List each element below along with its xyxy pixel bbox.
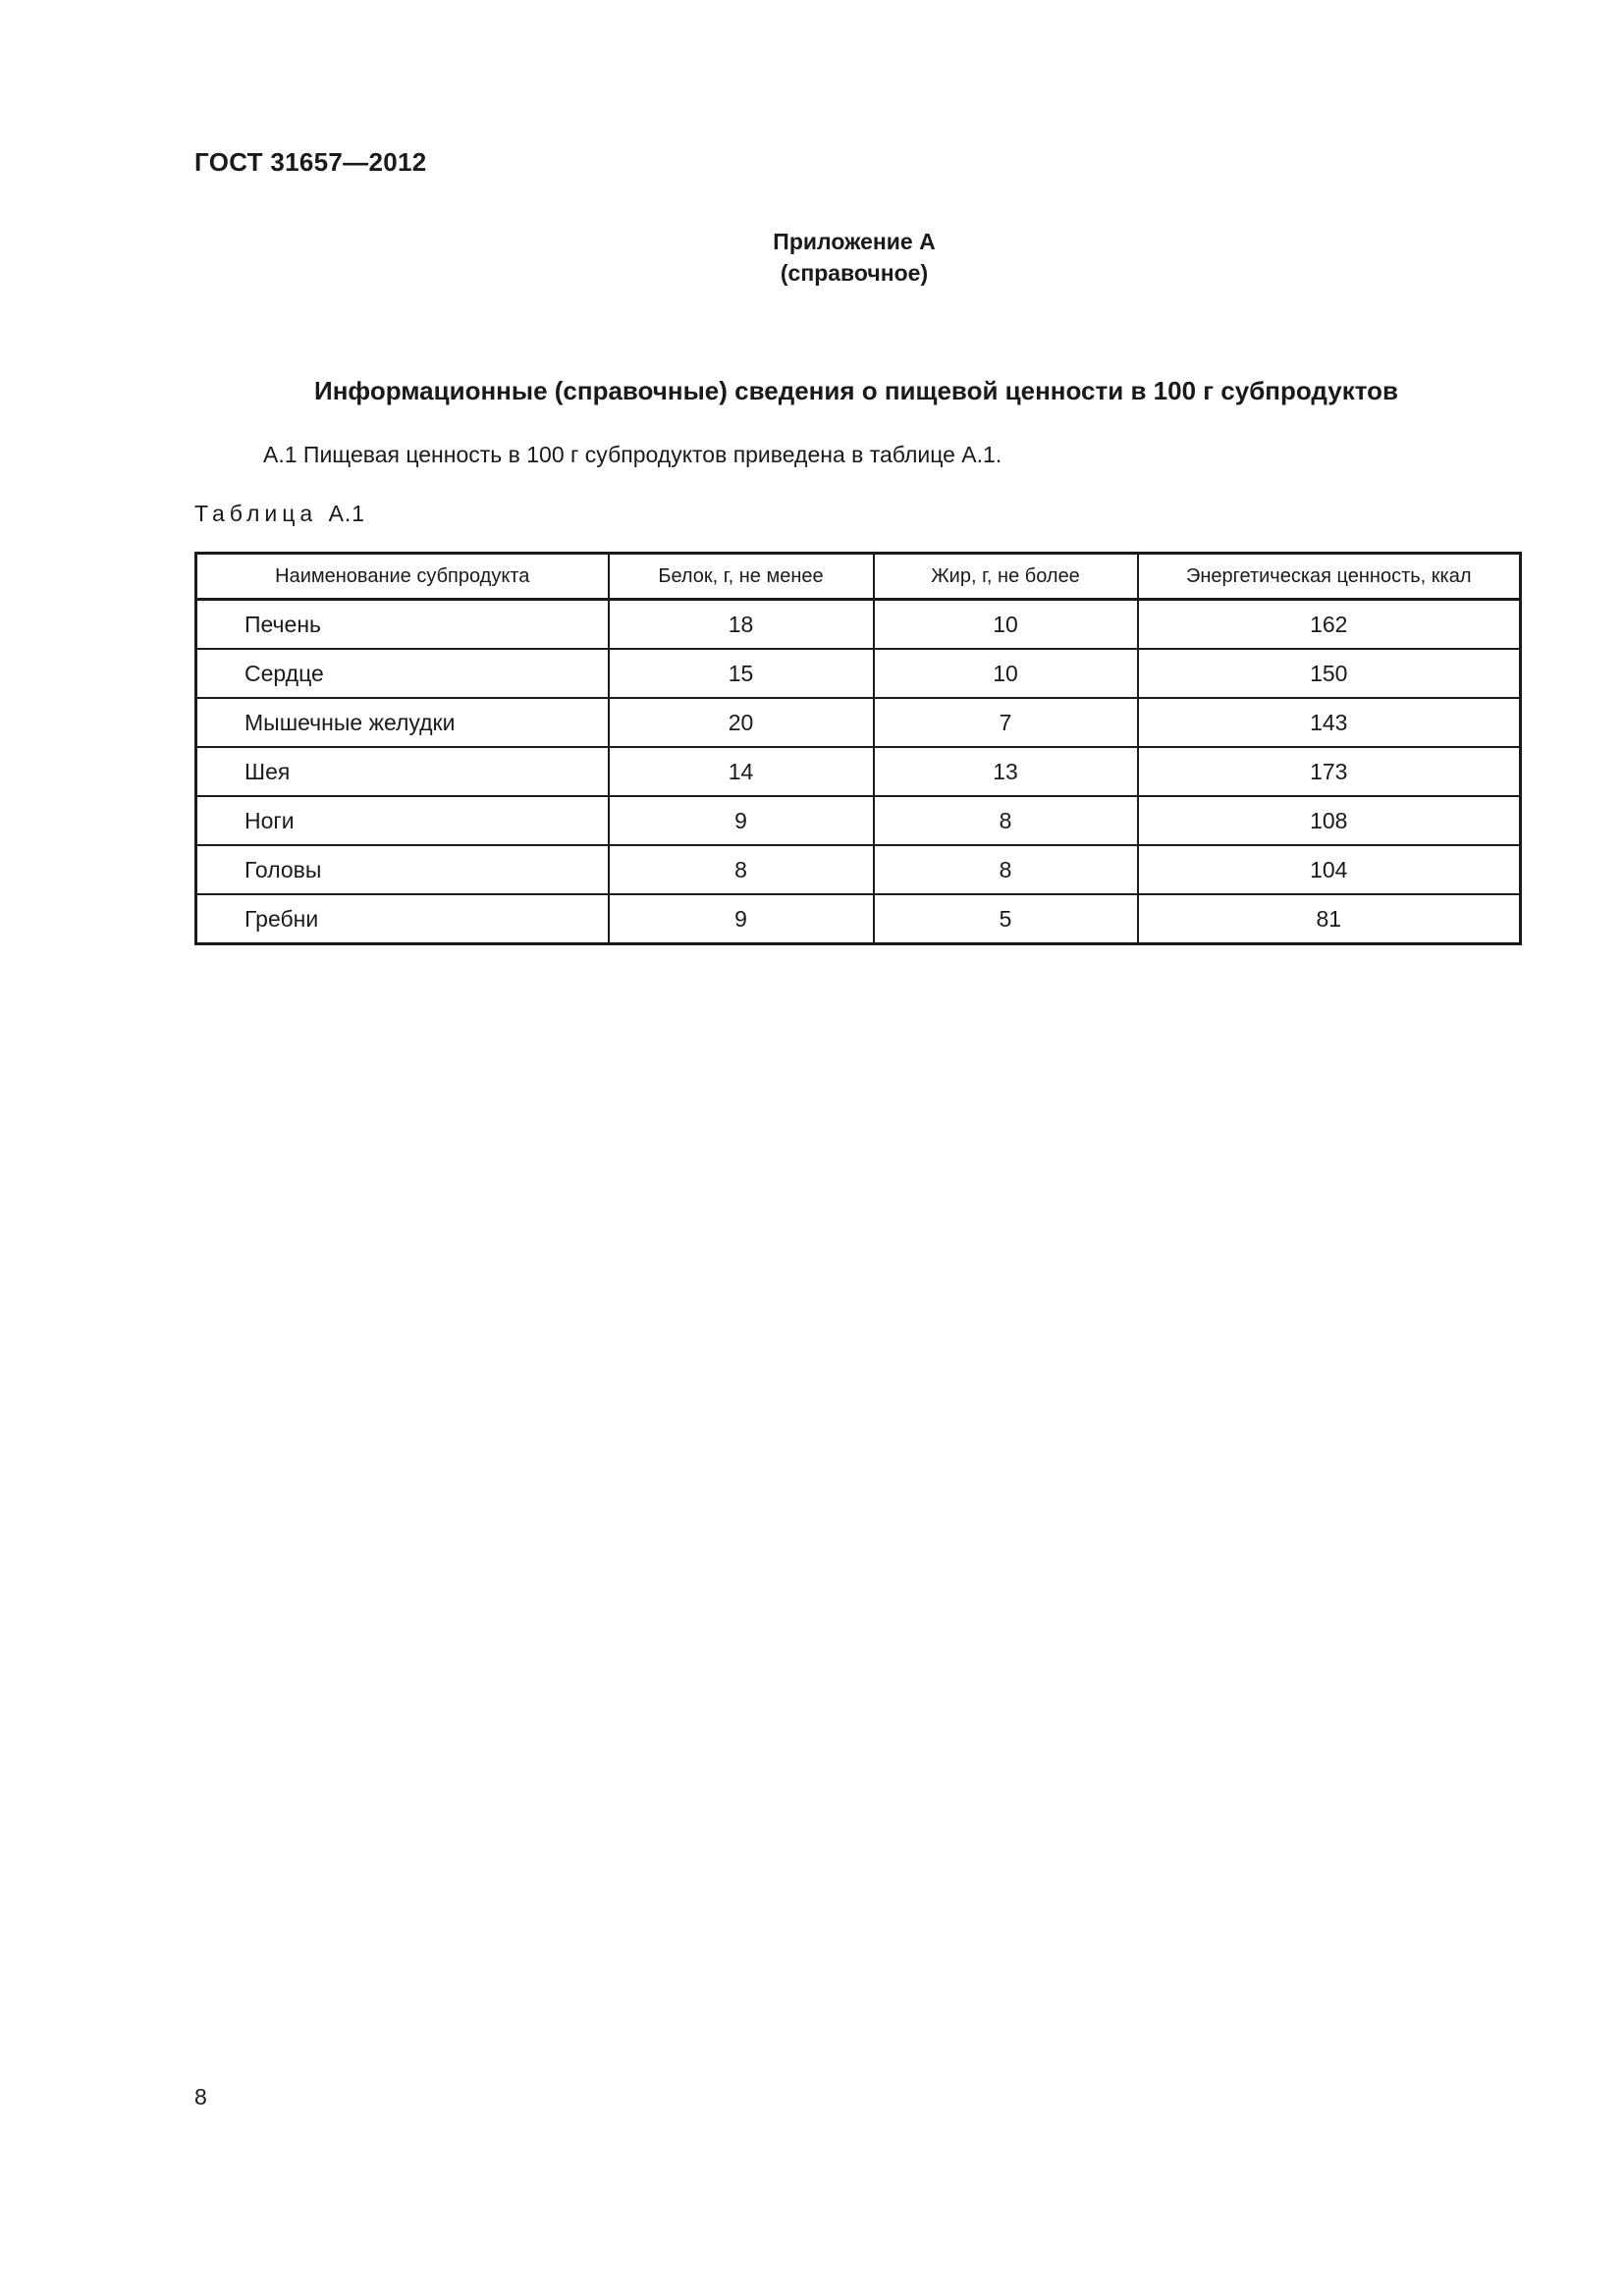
table-label <box>194 501 365 527</box>
cell-name: Головы <box>196 845 609 894</box>
table-label-number: А.1 <box>328 501 366 526</box>
cell-name: Мышечные желудки <box>196 698 609 747</box>
column-header-energy: Энергетическая ценность, ккал <box>1138 554 1521 600</box>
table-row <box>196 649 1521 698</box>
cell-name: Печень <box>196 600 609 650</box>
cell-energy: 162 <box>1138 600 1521 650</box>
cell-energy: 108 <box>1138 796 1521 845</box>
table-row <box>196 600 1521 650</box>
cell-fat: 8 <box>874 796 1138 845</box>
cell-energy: 143 <box>1138 698 1521 747</box>
table-row <box>196 698 1521 747</box>
nutrition-table <box>194 552 1522 945</box>
column-header-name: Наименование субпродукта <box>196 554 609 600</box>
cell-energy: 81 <box>1138 894 1521 944</box>
cell-protein: 8 <box>609 845 874 894</box>
document-code: ГОСТ 31657—2012 <box>194 147 427 177</box>
column-header-fat: Жир, г, не более <box>874 554 1138 600</box>
cell-fat: 8 <box>874 845 1138 894</box>
section-title: Информационные (справочные) сведения о пищевой ценности в 100 г субпродуктов <box>314 376 1398 405</box>
table-row <box>196 845 1521 894</box>
intro-paragraph: А.1 Пищевая ценность в 100 г субпродуктов приведена в таблице А.1. <box>263 442 1002 467</box>
cell-protein: 18 <box>609 600 874 650</box>
cell-fat: 7 <box>874 698 1138 747</box>
table-row <box>196 747 1521 796</box>
cell-protein: 15 <box>609 649 874 698</box>
table-row <box>196 796 1521 845</box>
cell-fat: 10 <box>874 600 1138 650</box>
cell-name: Сердце <box>196 649 609 698</box>
table-row <box>196 894 1521 944</box>
appendix-title: Приложение А <box>773 229 936 254</box>
cell-protein: 9 <box>609 894 874 944</box>
cell-fat: 13 <box>874 747 1138 796</box>
cell-name: Шея <box>196 747 609 796</box>
cell-protein: 14 <box>609 747 874 796</box>
cell-energy: 150 <box>1138 649 1521 698</box>
cell-name: Гребни <box>196 894 609 944</box>
column-header-protein: Белок, г, не менее <box>609 554 874 600</box>
table-label-word: Таблица <box>194 501 318 526</box>
cell-fat: 5 <box>874 894 1138 944</box>
cell-name: Ноги <box>196 796 609 845</box>
table-header-row <box>196 554 1521 600</box>
cell-fat: 10 <box>874 649 1138 698</box>
page-number: 8 <box>194 2084 207 2109</box>
cell-protein: 20 <box>609 698 874 747</box>
cell-protein: 9 <box>609 796 874 845</box>
cell-energy: 104 <box>1138 845 1521 894</box>
appendix-subtitle: (справочное) <box>780 260 929 286</box>
cell-energy: 173 <box>1138 747 1521 796</box>
appendix-heading <box>0 226 1624 289</box>
